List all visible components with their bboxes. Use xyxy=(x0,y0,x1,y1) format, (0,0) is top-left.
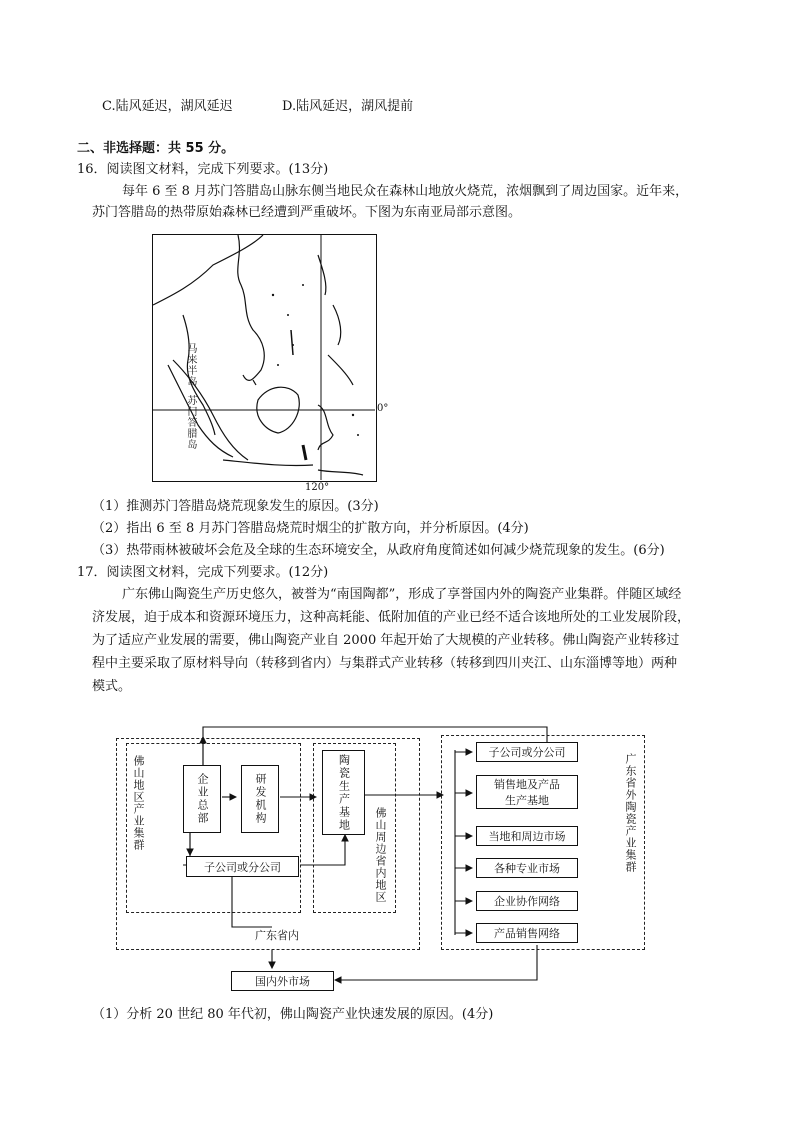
q17-material-line1: 广东佛山陶瓷生产历史悠久，被誉为“南国陶都”，形成了享誉国内外的陶瓷产业集群。伴随区域经 xyxy=(122,587,682,602)
out-sales-net-box: 产品销售网络 xyxy=(476,923,578,943)
section-title: 二、非选择题：共 55 分。 xyxy=(77,141,235,156)
hq-box: 企业总部 xyxy=(183,765,221,833)
label-longitude: 120° xyxy=(305,482,330,493)
rnd-box: 研发机构 xyxy=(241,765,279,833)
label-malay-peninsula: 马来半岛 xyxy=(185,343,196,387)
ceramic-industry-diagram xyxy=(110,715,660,1005)
guangdong-label: 广东省内 xyxy=(255,929,299,942)
inner-subsidiary-box: 子公司或分公司 xyxy=(186,856,299,877)
foshan-cluster-label: 佛山地区产业集群 xyxy=(132,755,145,851)
out-coop-box: 企业协作网络 xyxy=(476,891,578,911)
out-special-market-box: 各种专业市场 xyxy=(476,858,578,878)
ceramic-base-box: 陶瓷生产基地 xyxy=(322,750,365,835)
q17-material-line3: 为了适应产业发展的需要，佛山陶瓷产业自 2000 年起开始了大规模的产业转移。佛山陶瓷产业转移过 xyxy=(92,633,680,648)
q17-header: 17．阅读图文材料，完成下列要求。(12分) xyxy=(77,565,329,580)
option-d: D.陆风延迟，湖风提前 xyxy=(282,99,414,114)
q16-sub1: （1）推测苏门答腊岛烧荒现象发生的原因。(3分) xyxy=(92,499,379,514)
q17-sub1: （1）分析 20 世纪 80 年代初，佛山陶瓷产业快速发展的原因。(4分) xyxy=(92,1007,494,1022)
q16-sub2: （2）指出 6 至 8 月苏门答腊岛烧荒时烟尘的扩散方向，并分析原因。(4分) xyxy=(92,521,529,536)
surrounding-label: 佛山周边省内地区 xyxy=(374,807,387,903)
market-box: 国内外市场 xyxy=(231,971,334,991)
out-local-market-box: 当地和周边市场 xyxy=(476,826,578,846)
out-subsidiary-box: 子公司或分公司 xyxy=(476,742,578,762)
q17-material-line2: 济发展，迫于成本和资源环境压力，这种高耗能、低附加值的产业已经不适合该地所处的工业发展阶段， xyxy=(92,610,691,625)
southeast-asia-map xyxy=(152,234,389,493)
q16-material-line2: 苏门答腊岛的热带原始森林已经遭到严重破坏。下图为东南亚局部示意图。 xyxy=(92,205,522,220)
outside-cluster-label: 广东省外陶瓷产业集群 xyxy=(624,753,637,873)
option-c: C.陆风延迟，湖风延迟 xyxy=(102,99,233,114)
q17-material-line4: 程中主要采取了原材料导向（转移到省内）与集群式产业转移（转移到四川夹江、山东淄博等地）两种 xyxy=(92,656,678,671)
label-equator: 0° xyxy=(377,403,389,414)
q16-material-line1: 每年 6 至 8 月苏门答腊岛山脉东侧当地民众在森林山地放火烧荒，浓烟飘到了周边国家。近年来， xyxy=(122,184,689,199)
q17-material-line5: 模式。 xyxy=(92,679,132,694)
out-sales-base-box: 销售地及产品生产基地 xyxy=(476,775,578,809)
q16-sub3: （3）热带雨林被破坏会危及全球的生态环境安全，从政府角度简述如何减少烧荒现象的发生。(6分) xyxy=(92,543,665,558)
q16-header: 16．阅读图文材料，完成下列要求。(13分) xyxy=(77,162,329,177)
label-sumatra: 苏门答腊岛 xyxy=(185,395,196,450)
